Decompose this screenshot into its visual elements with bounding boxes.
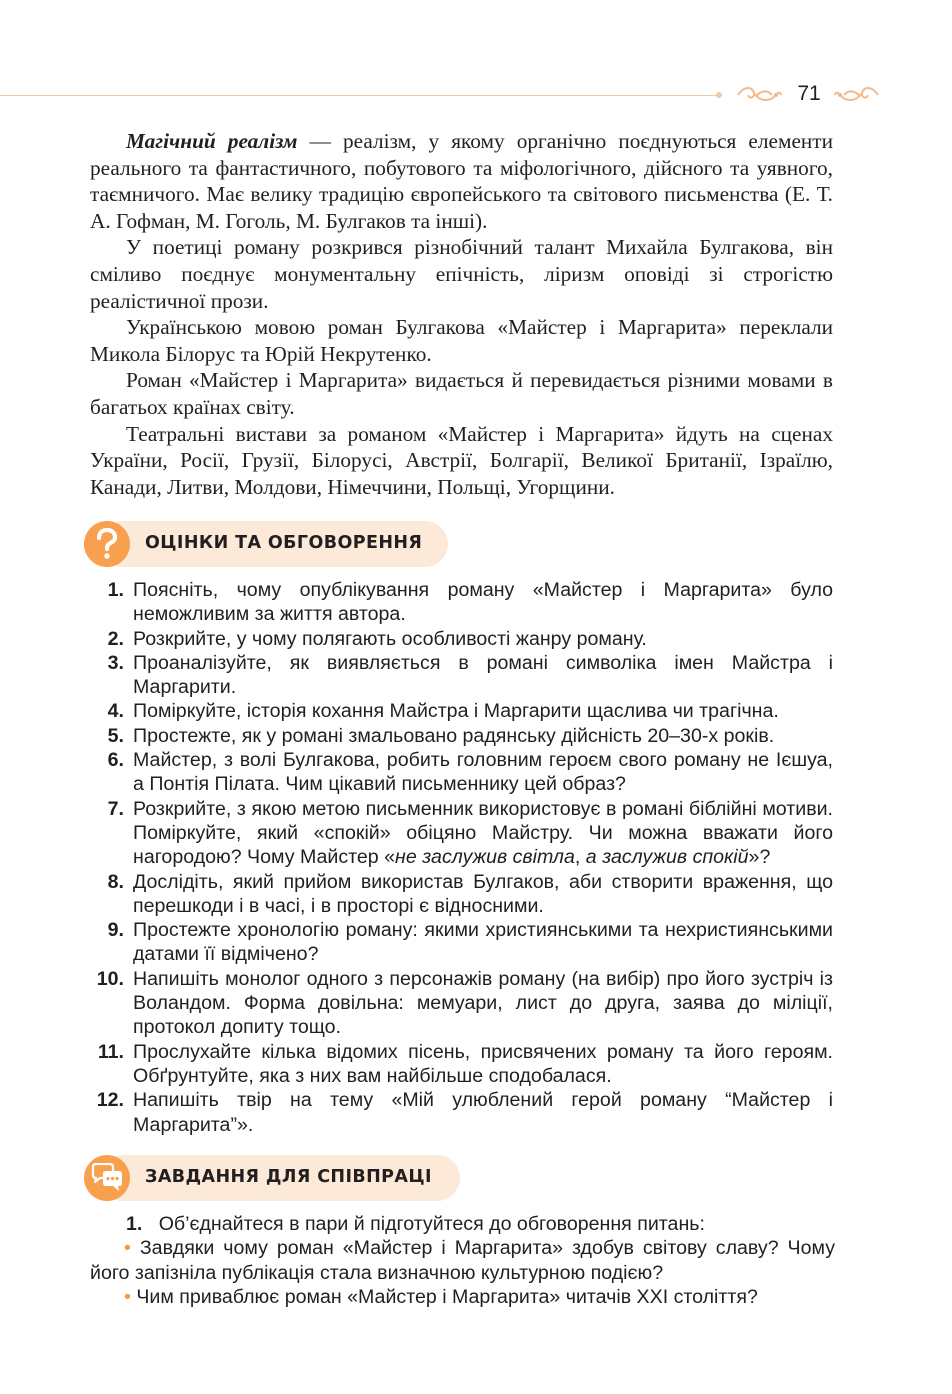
question-item: 11. Прослухайте кілька відомих пісень, присвячених роману та його героям. Обґрунтуйте, яка з них вам найбільше сподобалася. [97, 1040, 833, 1087]
question-item: 3. Проаналізуйте, як виявляється в романі символіка імен Майстра і Маргарити. [107, 651, 833, 699]
page-number: 71 [797, 82, 821, 105]
question-item: 6. Майстер, з волі Булгакова, робить головним героєм свого роману не Ієшуа, а Понтія Пілата. Чим цікавий письменнику цей образ? [107, 749, 833, 796]
question-item: 9. Простежте хронологію роману: якими християнськими та нехристиянськими датами її відмічено? [107, 919, 833, 966]
chat-bubbles-icon [84, 1155, 130, 1201]
paragraph-editions: Роман «Майстер і Маргарита» видається й перевидається різними мовами в багатьох країнах світу. [90, 368, 833, 419]
question-item: 8. Дослідіть, який прийом використав Булгаков, аби створити враження, що перешкоди і в часі, і в просторі є відносними. [107, 870, 833, 917]
question-item: 7. Розкрийте, з якою метою письменник використовує в романі біблійні мотиви. Поміркуйте, який «спокій» обіцяно Майстру. Чи можна вважати його нагородою? Чому Майстер «не заслужив світла, а заслужив спокій»? [107, 797, 833, 869]
question-item: 5. Простежте, як у романі змальовано радянську дійсність 20–30-х років. [107, 724, 775, 747]
task-bullet: • Завдяки чому роман «Майстер і Маргарита» здобув світову славу? Чому його запізніла публікація стала визначною культурною подією? [90, 1237, 835, 1284]
question-item: 10. Напишіть монолог одного з персонажів роману (на вибір) про його зустріч із Воландом. Форма довільна: мемуари, лист до друга, заява до міліції, протокол допиту тощо. [96, 967, 833, 1039]
paragraph-magic-realism: Магічний реалізм — реалізм, у якому органічно поєднуються елементи реального та фантастичного, побутового та міфологічного, дійсного та уявного, таємничого. Має велику традицію європейського та світового письменства (Е. Т. А. Гофман, М. Гоголь, М. Булгаков та інші). [90, 129, 833, 233]
section-title-collaboration: ЗАВДАННЯ ДЛЯ СПІВПРАЦІ [145, 1167, 432, 1187]
header-rule [0, 95, 722, 96]
ornament-left-icon [736, 84, 782, 106]
section-title-discussion: ОЦІНКИ ТА ОБГОВОРЕННЯ [145, 533, 423, 553]
question-item: 4. Поміркуйте, історія кохання Майстра і Маргарити щаслива чи трагічна. [107, 700, 779, 723]
paragraph-poetics: У поетиці роману розкрився різнобічний талант Михайла Булгакова, він сміливо поєднує монументальну епічність, ліризм оповіді зі строгістю реалістичної прози. [90, 235, 833, 313]
question-item: 1. Поясніть, чому опублікування роману «Майстер і Маргарита» було неможливим за життя автора. [107, 579, 833, 626]
question-icon [84, 521, 130, 567]
intro-text [90, 128, 833, 500]
question-item: 12. Напишіть твір на тему «Мій улюблений герой роману “Майстер і Маргарита”». [96, 1089, 833, 1136]
header-rule-dot [716, 92, 722, 98]
term-magic-realism: Магічний реалізм [126, 129, 298, 153]
task-line: 1. Об’єднайтеся в пари й підготуйтеся до обговорення питань: [126, 1213, 705, 1235]
paragraph-translation: Українською мовою роман Булгакова «Майстер і Маргарита» переклали Микола Білорус та Юрій Некрутенко. [90, 315, 833, 366]
collaboration-task [90, 1212, 835, 1309]
question-item: 2. Розкрийте, у чому полягають особливості жанру роману. [107, 627, 647, 650]
ornament-right-icon [834, 84, 880, 106]
paragraph-theatre: Театральні вистави за романом «Майстер і Маргарита» йдуть на сценах України, Росії, Грузії, Білорусі, Австрії, Болгарії, Великої Британії, Ізраїлю, Канади, Литви, Молдови, Німеччини, Польщі, Угорщини. [90, 421, 833, 499]
bullet-icon: • [124, 1285, 131, 1308]
questions-list [90, 578, 833, 1137]
bullet-icon: • [124, 1237, 131, 1260]
task-bullet: • Чим приваблює роман «Майстер і Маргарита» читачів XXI століття? [124, 1285, 758, 1308]
